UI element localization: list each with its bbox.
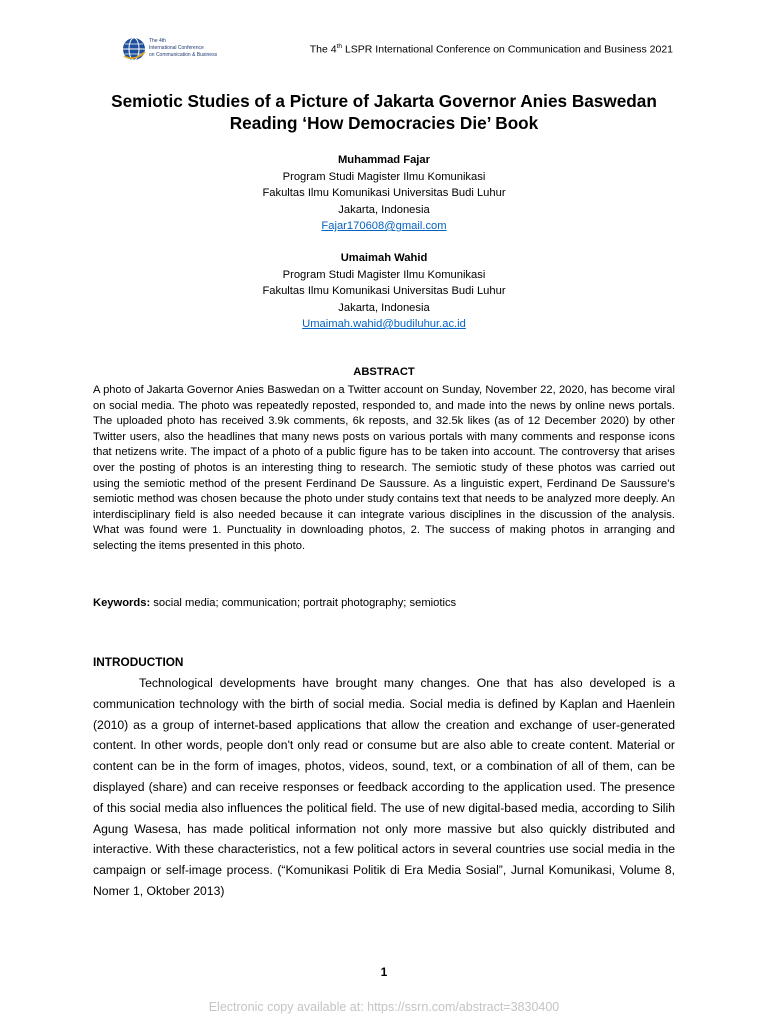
author-email-link[interactable]: Umaimah.wahid@budiluhur.ac.id — [302, 318, 466, 330]
running-header-prefix: The 4 — [309, 43, 337, 56]
paper-title-line: Semiotic Studies of a Picture of Jakarta Governor Anies Baswedan — [111, 91, 657, 111]
author-faculty: Fakultas Ilmu Komunikasi Universitas Budi Luhur — [262, 187, 506, 199]
author-faculty: Fakultas Ilmu Komunikasi Universitas Budi Luhur — [262, 285, 506, 297]
author-name: Muhammad Fajar — [337, 154, 430, 166]
logo-text-line: The 4th — [149, 38, 166, 44]
running-header — [240, 43, 673, 56]
running-header-superscript: th — [336, 43, 343, 50]
author-city: Jakarta, Indonesia — [338, 301, 430, 314]
abstract-heading: ABSTRACT — [353, 366, 415, 378]
logo-text-line: on Communication & Business — [149, 52, 218, 58]
author-block — [120, 152, 648, 235]
keywords-label: Keywords: — [93, 597, 151, 609]
ssrn-footer-note: Electronic copy available at: https://ssrn.com/abstract=3830400 — [208, 1000, 560, 1014]
author-email-link[interactable]: Fajar170608@gmail.com — [321, 220, 447, 232]
introduction-heading: INTRODUCTION — [93, 655, 184, 669]
author-name: Umaimah Wahid — [340, 252, 428, 264]
author-city: Jakarta, Indonesia — [338, 203, 430, 216]
keywords — [93, 597, 675, 609]
logo-text-line: International Conference — [149, 45, 204, 51]
introduction-body: Technological developments have brought many changes. One that has also developed is a communication technology with the birth of social media. Social media is defined by Kaplan and Haenlein (2010) as a group of internet-based applications that allow the creation and exchange of user-generated content. In other words, people don't only read or consume but are also able to create content. Material or content can be in the form of images, photos, videos, sound, text, or a combination of all of them, can be displayed (share) and can receive responses or feedback according to the application used. The presence of this social media also influences the political field. The use of new digital-based media, according to Silih Agung Wasesa, has made political information not only more massive but also quickly distributed and interactive. With these characteristics, not a few political actors in several countries use social media in the campaign or self-image process. (“Komunikasi Politik di Era Media Sosial”, Jurnal Komunikasi, Volume 8, Nomer 1, Oktober 2013) — [93, 676, 675, 898]
running-header-rest: LSPR International Conference on Communication and Business 2021 — [342, 43, 673, 56]
conference-logo — [121, 36, 231, 66]
paper-title — [60, 90, 708, 134]
keywords-text: social media; communication; portrait photography; semiotics — [150, 597, 457, 609]
author-program: Program Studi Magister Ilmu Komunikasi — [282, 268, 486, 281]
page-number: 1 — [380, 965, 388, 979]
author-block — [120, 250, 648, 333]
author-program: Program Studi Magister Ilmu Komunikasi — [282, 170, 486, 183]
globe-logo-icon — [121, 36, 147, 62]
paper-title-line: Reading ‘How Democracies Die’ Book — [229, 113, 539, 133]
abstract-body: A photo of Jakarta Governor Anies Baswedan on a Twitter account on Sunday, November 22, 2020, has become viral on social media. The photo was repeatedly reposted, responded to, and made into the news by online news portals. The uploaded photo has received 3.9k comments, 6k reposts, and 32.5k likes (as of 12 December 2020) by other Twitter users, also the headlines that many news posts on various portals with many comments and response icons that netizens write. The impact of a photo of a public figure has to be taken into account. The controversy that arises over the posting of photos is an interesting thing to research. The semiotic study of these photos was carried out using the semiotic method of the present Ferdinand De Saussure. As a linguistic expert, Ferdinand De Saussure's semiotic method was chosen because the photo under study contains text that needs to be analyzed more deeply. An interdisciplinary field is also needed because it can integrate various disciplines in the discussion of the analysis. What was found were 1. Punctuality in downloading photos, 2. The success of making photos in arranging and selecting the items presented in this photo. — [93, 384, 675, 552]
